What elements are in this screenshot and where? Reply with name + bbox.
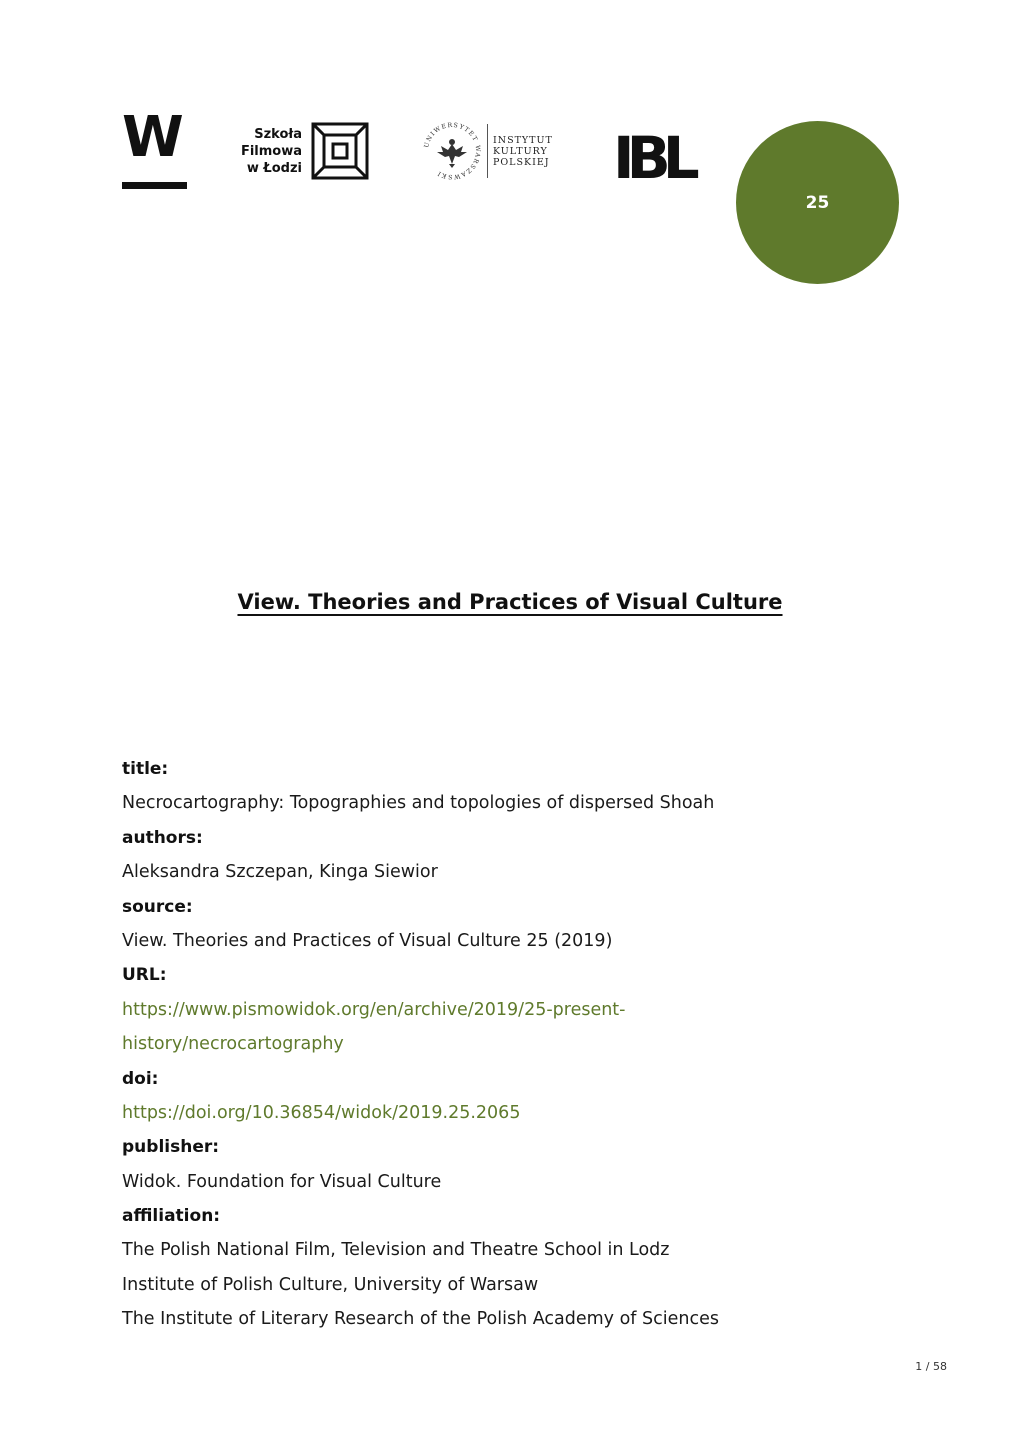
url-link-line-1[interactable]: https://www.pismowidok.org/en/archive/2019/25-present- xyxy=(122,999,626,1020)
university-seal-icon xyxy=(421,120,483,182)
affiliation-label: affiliation: xyxy=(122,1206,221,1227)
source-value: View. Theories and Practices of Visual Culture 25 (2019) xyxy=(122,930,613,951)
ibl-logo-mark xyxy=(613,124,692,192)
film-school-logo-line: w Łodzi xyxy=(246,161,302,176)
ibl-logo xyxy=(613,124,692,192)
url-link-line-2[interactable]: history/necrocartography xyxy=(122,1034,344,1055)
widok-logo xyxy=(122,105,188,190)
issue-number-badge xyxy=(736,121,899,284)
doi-link[interactable]: https://doi.org/10.36854/widok/2019.25.2065 xyxy=(122,1102,521,1123)
url-label: URL: xyxy=(122,965,167,986)
issue-number: 25 xyxy=(805,192,830,213)
journal-title xyxy=(0,590,1020,614)
institute-name-line: POLSKIEJ xyxy=(493,157,550,168)
institute-name-line: INSTYTUT xyxy=(493,135,553,146)
journal-title-text: View. Theories and Practices of Visual Culture xyxy=(237,590,783,614)
film-school-logo xyxy=(236,122,372,182)
widok-logo-bar xyxy=(122,182,187,189)
title-label: title: xyxy=(122,759,169,779)
film-school-box-icon xyxy=(311,122,369,180)
svg-text:IBL: IBL xyxy=(613,124,692,192)
source-label: source: xyxy=(122,896,193,917)
publisher-label: publisher: xyxy=(122,1137,220,1158)
svg-text:UNIWERSYTET WARSZAWSKI: UNIWERSYTET WARSZAWSKI xyxy=(423,121,482,181)
doi-label: doi: xyxy=(122,1068,159,1089)
authors-label: authors: xyxy=(122,827,203,848)
affiliation-item: The Polish National Film, Television and Theatre School in Lodz xyxy=(122,1240,670,1261)
publisher-value: Widok. Foundation for Visual Culture xyxy=(122,1171,442,1192)
film-school-logo-line: Szkoła xyxy=(254,127,302,142)
page-number: 1 / 58 xyxy=(915,1360,947,1373)
title-value: Necrocartography: Topographies and topologies of dispersed Shoah xyxy=(122,793,715,814)
authors-value: Aleksandra Szczepan, Kinga Siewior xyxy=(122,862,438,883)
article-metadata xyxy=(122,752,922,1337)
widok-logo-letter: W xyxy=(122,105,181,170)
affiliation-item: Institute of Polish Culture, University of Warsaw xyxy=(122,1274,539,1295)
warsaw-university-logo xyxy=(421,120,561,184)
film-school-logo-line: Filmowa xyxy=(240,144,302,159)
affiliation-item: The Institute of Literary Research of the Polish Academy of Sciences xyxy=(122,1309,719,1330)
institute-name-line: KULTURY xyxy=(493,146,548,157)
